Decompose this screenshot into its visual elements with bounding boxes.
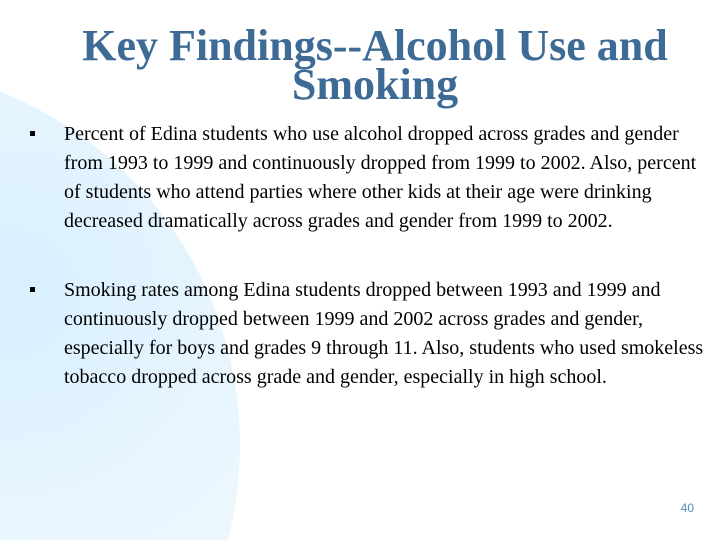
bullet-list [28,120,708,392]
bullet-text-alcohol: Percent of Edina students who use alcohol dropped across grades and gender from 1993 to 1999 and continuously dropped from 1999 to 2002. Also, percent of students who attend parties where other kids at their age were drinking decreased dramatically across grades and gender from 1999 to 2002. [64,123,697,232]
square-bullet-icon [30,287,35,292]
bullet-item-smoking [28,276,708,392]
page-number: 40 [680,501,694,515]
bullet-item-alcohol [28,120,708,236]
slide-title [40,21,710,109]
slide-title-line-1: Key Findings--Alcohol Use and [82,21,668,70]
slide-title-line-2: Smoking [291,60,459,109]
square-bullet-icon [30,131,35,136]
bullet-text-smoking: Smoking rates among Edina students dropped between 1993 and 1999 and continuously dropped between 1999 and 2002 across grades and gender, especially for boys and grades 9 through 11. Also, students who used smokeless tobacco dropped across grade and gender, especially in high school. [64,279,704,388]
